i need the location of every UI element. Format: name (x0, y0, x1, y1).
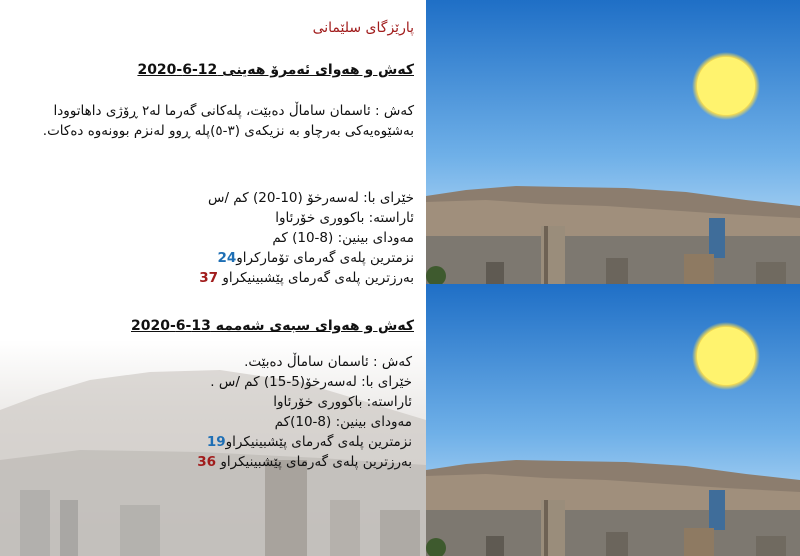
day1-details (199, 188, 414, 288)
day2-desc-line1: کەش : ئاسمان ساماڵ دەبێت. (244, 354, 412, 370)
day2-weather-image (426, 284, 800, 556)
day1-description (43, 101, 414, 141)
day1-direction: ئاراستە: باکووری خۆرئاوا (275, 210, 414, 226)
day1-desc-line2: بەشێوەیەکی بەرچاو بە نزیکەی (٣-٥)پلە ڕوو لەنزم بوونەوە دەکات. (42, 123, 414, 139)
day1-min-temp (199, 248, 414, 268)
day2-heading: کەش و هەوای سبەی شەممە 13-6-2020 (131, 318, 414, 334)
day1-weather-image (426, 0, 800, 284)
day2-visibility: مەودای بینین: (8-10)کم (274, 414, 412, 430)
day2-min-label: نزمترین پلەی گەرمای پێشبینیکراو (225, 434, 412, 450)
day1-desc-line1: کەش : ئاسمان ساماڵ دەبێت، پلەکانی گەرما لە٢ ڕۆژی داهاتوودا (53, 103, 414, 119)
day2-direction: ئاراستە: باکووری خۆرئاوا (273, 394, 412, 410)
day2-min-temp (197, 432, 412, 452)
day2-min-value: 19 (206, 434, 226, 450)
weather-image-column (426, 0, 800, 556)
day1-wind: خێرای با: لەسەرخۆ (10-20) کم /س (207, 190, 414, 206)
day2-max-temp (197, 452, 412, 472)
day2-wind: خێرای با: لەسەرخۆ(5-15) کم /س . (210, 374, 412, 390)
page-title: پارێزگای سلێمانی (312, 20, 414, 36)
day1-max-value: 37 (199, 270, 219, 286)
day2-max-value: 36 (197, 454, 217, 470)
day1-heading: کەش و هەوای ئەمرۆ هەینی 12-6-2020 (137, 62, 414, 78)
day1-max-label: بەرزترین پلەی گەرمای پێشبینیکراو (222, 270, 414, 286)
day2-details (197, 352, 412, 472)
day1-min-label: نزمترین پلەی گەرمای تۆمارکراو (236, 250, 414, 266)
day1-visibility: مەودای بینین: (8-10) کم (272, 230, 414, 246)
day1-max-temp (199, 268, 414, 288)
day1-min-value: 24 (217, 250, 237, 266)
day2-max-label: بەرزترین پلەی گەرمای پێشبینیکراو (220, 454, 412, 470)
